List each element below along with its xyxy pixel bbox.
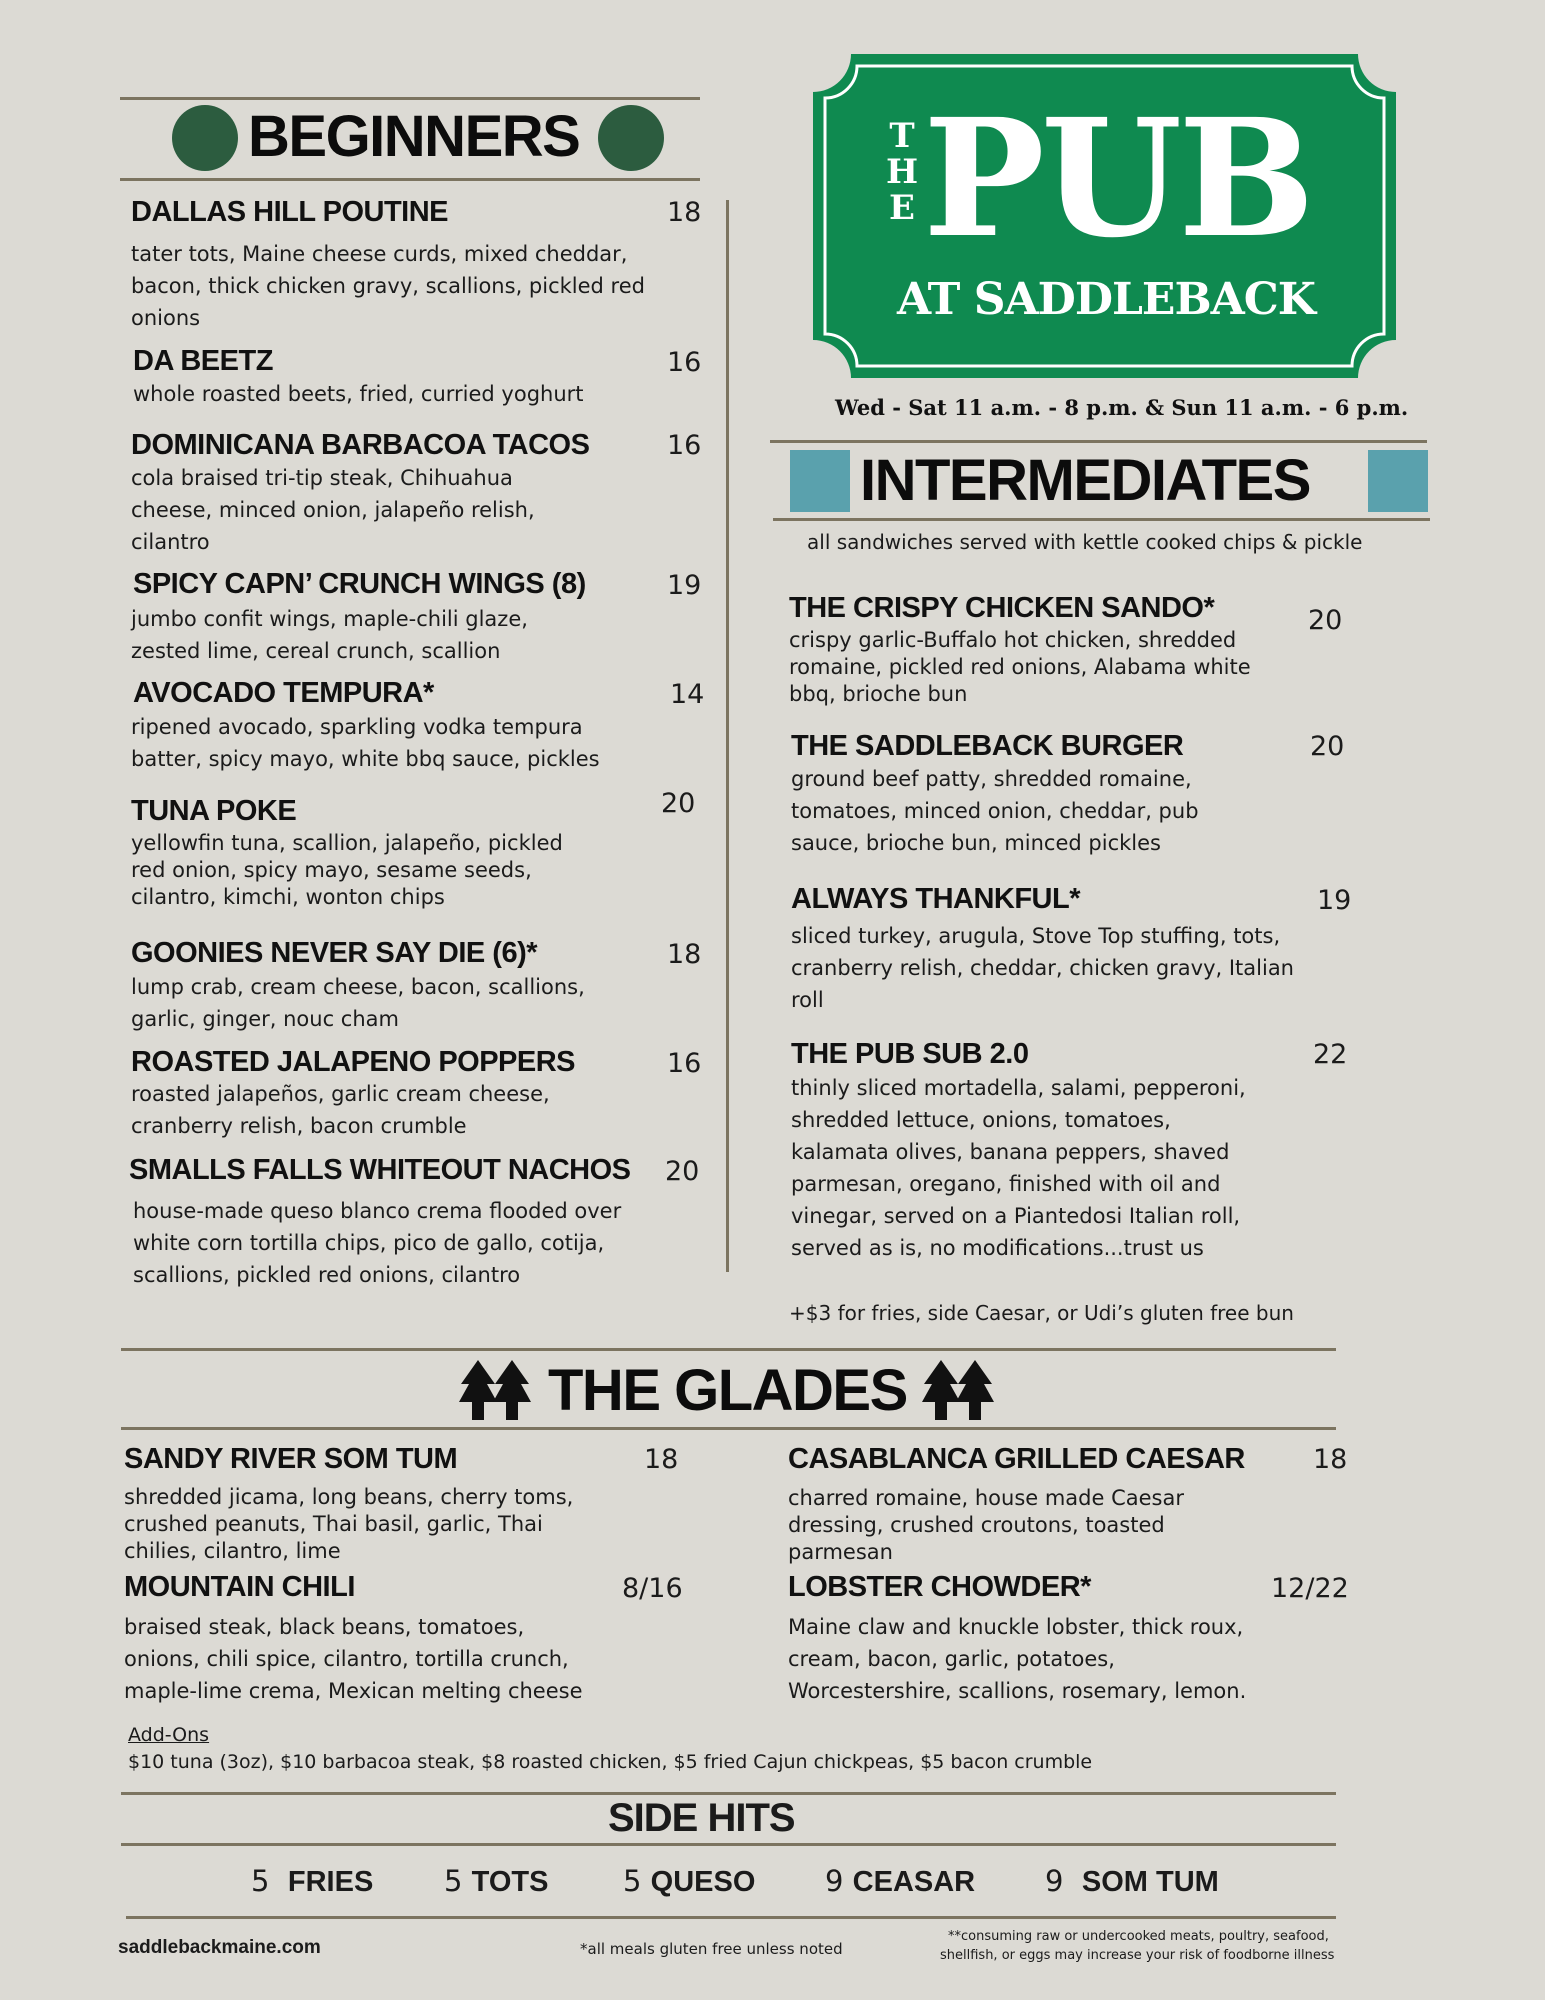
- logo-at-saddleback-text: AT SADDLEBACK: [896, 274, 1316, 325]
- menu-item-price: 18: [667, 939, 702, 970]
- menu-item-price: 18: [644, 1444, 679, 1475]
- side-item-name: QUESO: [650, 1866, 756, 1898]
- warning-line-2: shellfish, or eggs may increase your risk of foodborne illness: [940, 1948, 1335, 1963]
- menu-item-desc: ground beef patty, shredded romaine, tomatoes, minced onion, cheddar, pub sauce, brioche bun, minced pickles: [791, 767, 1199, 855]
- addons-text: $10 tuna (3oz), $10 barbacoa steak, $8 roasted chicken, $5 fried Cajun chickpeas, $5 bacon crumble: [128, 1751, 1093, 1773]
- menu-item-name: AVOCADO TEMPURA*: [133, 677, 434, 709]
- side-hits-top-rule: [121, 1792, 1336, 1795]
- menu-item-price: 16: [667, 430, 702, 461]
- menu-item-name: THE CRISPY CHICKEN SANDO*: [789, 592, 1215, 624]
- menu-item-price: 12/22: [1271, 1573, 1349, 1604]
- beginners-top-rule: [120, 97, 700, 100]
- glades-bottom-rule: [121, 1427, 1336, 1430]
- tree-icon: [921, 1358, 995, 1426]
- menu-item-name: SANDY RIVER SOM TUM: [124, 1443, 458, 1475]
- side-item: [1045, 1864, 1219, 1899]
- menu-item-desc: roasted jalapeños, garlic cream cheese, cranberry relish, bacon crumble: [131, 1082, 550, 1138]
- side-item-price: 5: [623, 1864, 642, 1898]
- intermediates-note: all sandwiches served with kettle cooked chips & pickle: [807, 530, 1363, 554]
- side-item-price: 5: [251, 1864, 270, 1898]
- menu-item-name: ROASTED JALAPENO POPPERS: [131, 1046, 576, 1078]
- column-divider: [726, 200, 729, 1272]
- menu-item-name: ALWAYS THANKFUL*: [791, 883, 1080, 915]
- side-item: [251, 1864, 373, 1899]
- gluten-note: *all meals gluten free unless noted: [580, 1940, 843, 1958]
- intermediates-top-rule: [770, 440, 1427, 443]
- glades-top-rule: [121, 1348, 1336, 1351]
- menu-item-desc: shredded jicama, long beans, cherry toms, crushed peanuts, Thai basil, garlic, Thai chilies, cilantro, lime: [124, 1485, 574, 1563]
- menu-item-price: 16: [667, 1048, 702, 1079]
- menu-item-price: 20: [1310, 731, 1345, 762]
- side-item-name: CEASAR: [852, 1866, 976, 1898]
- menu-item-desc: cola braised tri-tip steak, Chihuahua cheese, minced onion, jalapeño relish, cilantro: [131, 466, 535, 554]
- intermediates-bottom-rule: [773, 518, 1430, 521]
- menu-item-desc: braised steak, black beans, tomatoes, onions, chili spice, cilantro, tortilla crunch, maple-lime crema, Mexican melting cheese: [124, 1615, 583, 1703]
- menu-item-name: GOONIES NEVER SAY DIE (6)*: [131, 937, 538, 969]
- menu-item-price: 19: [1317, 885, 1352, 916]
- side-hits-bottom-rule: [121, 1843, 1336, 1846]
- menu-item-desc: sliced turkey, arugula, Stove Top stuffing, tots, cranberry relish, cheddar, chicken gravy, Italian roll: [791, 924, 1294, 1012]
- side-item-price: 9: [825, 1864, 844, 1898]
- side-item-name: FRIES: [287, 1866, 374, 1898]
- side-hits-title: SIDE HITS: [608, 1796, 795, 1840]
- beginners-title: BEGINNERS: [248, 104, 580, 169]
- hours-text: Wed - Sat 11 a.m. - 8 p.m. & Sun 11 a.m. - 6 p.m.: [835, 395, 1409, 420]
- menu-item-price: 8/16: [622, 1573, 683, 1604]
- menu-item-name: SMALLS FALLS WHITEOUT NACHOS: [129, 1154, 631, 1186]
- intermediates-addon: +$3 for fries, side Caesar, or Udi’s gluten free bun: [789, 1301, 1294, 1325]
- menu-item-desc: crispy garlic-Buffalo hot chicken, shredded romaine, pickled red onions, Alabama white bbq, brioche bun: [789, 628, 1251, 706]
- menu-item-price: 20: [665, 1156, 700, 1187]
- beginners-bottom-rule: [120, 178, 700, 181]
- menu-item-price: 20: [661, 788, 696, 819]
- menu-item-name: DOMINICANA BARBACOA TACOS: [131, 429, 590, 461]
- menu-item-price: 18: [667, 197, 702, 228]
- menu-item-name: MOUNTAIN CHILI: [124, 1571, 355, 1603]
- menu-item-name: THE SADDLEBACK BURGER: [791, 730, 1184, 762]
- warning-line-1: **consuming raw or undercooked meats, poultry, seafood,: [948, 1929, 1329, 1944]
- intermediates-title: INTERMEDIATES: [860, 448, 1310, 513]
- menu-item-desc: whole roasted beets, fried, curried yoghurt: [133, 382, 584, 406]
- beginners-left-dot: [172, 105, 238, 171]
- side-item: [623, 1864, 755, 1899]
- menu-item-desc: charred romaine, house made Caesar dressing, crushed croutons, toasted parmesan: [788, 1486, 1184, 1564]
- menu-item-price: 14: [670, 679, 705, 710]
- menu-item-name: SPICY CAPN’ CRUNCH WINGS (8): [133, 568, 586, 600]
- logo-pub-text: PUB: [923, 84, 1312, 274]
- side-item-name: SOM TUM: [1081, 1866, 1219, 1898]
- pub-logo: [811, 52, 1398, 380]
- menu-item-name: DALLAS HILL POUTINE: [131, 196, 449, 228]
- menu-item-desc: yellowfin tuna, scallion, jalapeño, pickled red onion, spicy mayo, sesame seeds, cilantro, kimchi, wonton chips: [131, 831, 563, 909]
- menu-item-price: 22: [1313, 1039, 1348, 1070]
- website-link[interactable]: saddlebackmaine.com: [118, 1937, 321, 1958]
- beginners-right-dot: [598, 105, 664, 171]
- menu-item-desc: ripened avocado, sparkling vodka tempura batter, spicy mayo, white bbq sauce, pickles: [131, 715, 600, 771]
- menu-item-price: 16: [667, 347, 702, 378]
- menu-item-desc: lump crab, cream cheese, bacon, scallions, garlic, ginger, nouc cham: [131, 975, 585, 1031]
- menu-item-name: THE PUB SUB 2.0: [791, 1038, 1029, 1070]
- intermediates-right-square: [1368, 450, 1428, 512]
- menu-item-desc: jumbo confit wings, maple-chili glaze, zested lime, cereal crunch, scallion: [131, 607, 528, 663]
- menu-item-name: CASABLANCA GRILLED CAESAR: [788, 1443, 1245, 1475]
- menu-item-price: 20: [1308, 605, 1343, 636]
- addons-label: Add-Ons: [128, 1724, 210, 1746]
- menu-item-desc: house-made queso blanco crema flooded over white corn tortilla chips, pico de gallo, cotija, scallions, pickled red onions, cilantro: [133, 1199, 622, 1287]
- menu-item-price: 18: [1313, 1444, 1348, 1475]
- side-item: [825, 1864, 975, 1899]
- side-item-name: TOTS: [471, 1866, 549, 1898]
- menu-item-name: LOBSTER CHOWDER*: [788, 1571, 1091, 1603]
- tree-icon: [458, 1358, 532, 1426]
- menu-item-desc: tater tots, Maine cheese curds, mixed cheddar, bacon, thick chicken gravy, scallions, pickled red onions: [131, 242, 645, 330]
- glades-title: THE GLADES: [548, 1358, 907, 1423]
- menu-item-name: DA BEETZ: [133, 345, 273, 377]
- menu-item-name: TUNA POKE: [131, 795, 297, 827]
- side-item-price: 5: [444, 1864, 463, 1898]
- side-item: [444, 1864, 548, 1899]
- menu-item-price: 19: [667, 570, 702, 601]
- logo-the-text: THE: [885, 116, 919, 228]
- footer-rule: [126, 1916, 1336, 1919]
- menu-item-desc: Maine claw and knuckle lobster, thick roux, cream, bacon, garlic, potatoes, Worcestershire, scallions, rosemary, lemon.: [788, 1615, 1247, 1703]
- menu-item-desc: thinly sliced mortadella, salami, pepperoni, shredded lettuce, onions, tomatoes, kalamata olives, banana peppers, shaved parmesan, oregano, finished with oil and vinegar, served on a Piantedosi Italian roll, served as is, no modifications...trust us: [791, 1076, 1246, 1260]
- intermediates-left-square: [790, 450, 850, 512]
- side-item-price: 9: [1045, 1864, 1064, 1898]
